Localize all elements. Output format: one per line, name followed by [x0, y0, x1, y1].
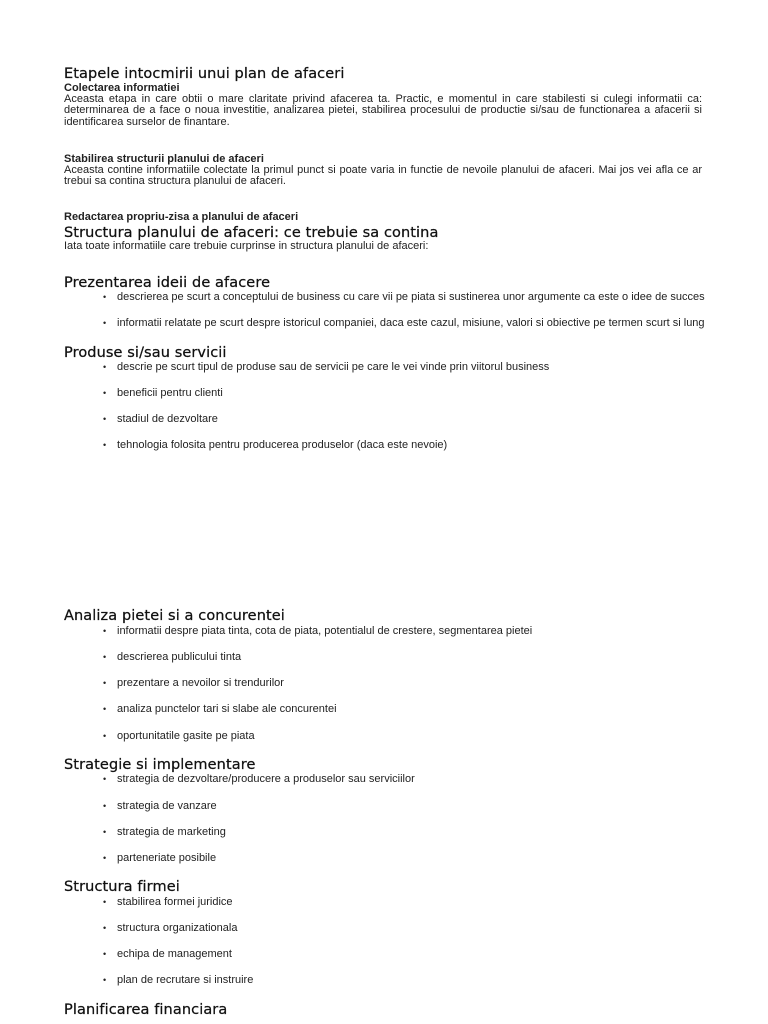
page-title: Etapele intocmirii unui plan de afaceri [64, 66, 345, 82]
list-item: • informatii relatate pe scurt despre istoricul companiei, daca este cazul, misiune, valori si obiective pe termen scurt si lung [117, 317, 705, 329]
list-item: • echipa de management [117, 948, 232, 960]
list-item: • informatii despre piata tinta, cota de piata, potentialul de crestere, segmentarea pietei [117, 625, 532, 637]
section-title-produse: Produse si/sau servicii [64, 345, 227, 361]
list-item: • plan de recrutare si instruire [117, 974, 253, 986]
list-item: • oportunitatile gasite pe piata [117, 730, 255, 742]
structure-intro: Iata toate informatiile care trebuie curprinse in structura planului de afaceri: [64, 240, 429, 252]
paragraph-colectarea: Aceasta etapa in care obtii o mare claritate privind afacerea ta. Practic, e momentul in care stabilesti si culegi informatii ca: determinarea de a face o noua investitie, analizarea pietei, stabilirea procesului de productie si/sau de functionarea a afacerii si identificarea surselor de finantare. [64, 93, 702, 128]
list-item: • parteneriate posibile [117, 852, 216, 864]
list-item: • analiza punctelor tari si slabe ale concurentei [117, 703, 337, 715]
section-title-strategie: Strategie si implementare [64, 757, 256, 773]
list-item: • prezentare a nevoilor si trendurilor [117, 677, 284, 689]
section-title-prezentarea: Prezentarea ideii de afacere [64, 275, 271, 291]
section-title-analiza: Analiza pietei si a concurentei [64, 608, 285, 624]
list-item: • beneficii pentru clienti [117, 387, 223, 399]
list-item: • descrierea publicului tinta [117, 651, 241, 663]
section-heading-structura: Stabilirea structurii planului de afaceri [64, 153, 264, 165]
section-title-structura-firmei: Structura firmei [64, 879, 180, 895]
section-heading-colectarea: Colectarea informatiei [64, 82, 180, 94]
list-item: • descrie pe scurt tipul de produse sau de servicii pe care le vei vinde prin viitorul business [117, 361, 549, 373]
paragraph-structura: Aceasta contine informatiile colectate la primul punct si poate varia in functie de nevoile planului de afaceri. Mai jos vei afla ce ar trebui sa contina structura planului de afaceri. [64, 164, 702, 188]
section-heading-redactarea: Redactarea propriu-zisa a planului de afaceri [64, 211, 299, 223]
section-title-planificarea: Planificarea financiara [64, 1002, 228, 1018]
list-item: • strategia de marketing [117, 826, 226, 838]
list-item: • strategia de vanzare [117, 800, 217, 812]
list-item: • tehnologia folosita pentru producerea produselor (daca este nevoie) [117, 439, 447, 451]
list-item: • structura organizationala [117, 922, 237, 934]
list-item: • stabilirea formei juridice [117, 896, 233, 908]
list-item: • descrierea pe scurt a conceptului de business cu care vii pe piata si sustinerea unor argumente ca este o idee de succes [117, 291, 705, 303]
list-item: • strategia de dezvoltare/producere a produselor sau serviciilor [117, 773, 415, 785]
structure-title: Structura planului de afaceri: ce trebuie sa contina [64, 225, 439, 241]
list-item: • stadiul de dezvoltare [117, 413, 218, 425]
